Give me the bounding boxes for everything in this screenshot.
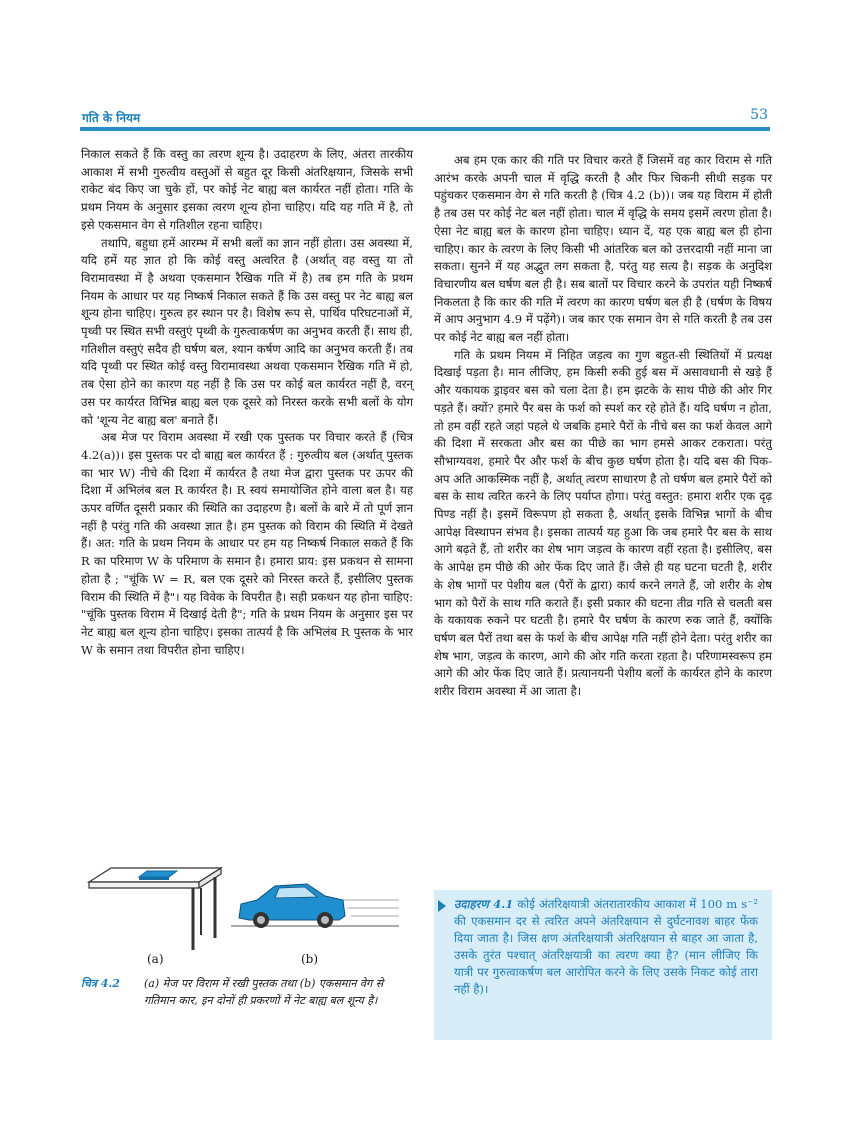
left-column xyxy=(81,146,413,659)
left-paragraph-1: निकाल सकते हैं कि वस्तु का त्वरण शून्य है। उदाहरण के लिए, अंतरा तारकीय आकाश में सभी गुरुत्वीय वस्तुओं से बहुत दूर किसी अंतरिक्षयान, जिसके सभी राकेट बंद किए जा चुके हों, पर कोई नेट बाह्य बल कार्यरत नहीं होता। गति के प्रथम नियम के अनुसार इसका त्वरण शून्य होना चाहिए। यदि यह गति में है, तो इसे एकसमान वेग से गतिशील रहना चाहिए। xyxy=(81,147,413,232)
chapter-title: गति के नियम xyxy=(82,111,141,125)
left-paragraph-2: तथापि, बहुधा हमें आरम्भ में सभी बलों का ज्ञान नहीं होता। उस अवस्था में, यदि हमें यह ज्ञात हो कि कोई वस्तु अत्वरित है (अर्थात् वह वस्तु या तो विरामावस्था में है अथवा एकसमान रैखिक गति में है) तब हम गति के प्रथम नियम के आधार पर यह निष्कर्ष निकाल सकते हैं कि उस वस्तु पर नेट बाह्य बल शून्य होना चाहिए। गुरुत्व हर स्थान पर है। विशेष रूप से, पार्थिव परिघटनाओं में, पृथ्वी पर स्थित सभी वस्तुएं पृथ्वी के गुरुत्वाकर्षण का अनुभव करती हैं। साथ ही, गतिशील वस्तुएं सदैव ही घर्षण बल, श्यान कर्षण आदि का अनुभव करती हैं। तब यदि पृथ्वी पर स्थित कोई वस्तु विरामावस्था अथवा एकसमान रैखिक गति में हो, तब ऐसा होने का कारण यह नहीं है कि उस पर कोई बल कार्यरत नहीं है, वरन् उस पर कार्यरत विभिन्न बाह्य बल एक दूसरे को निरस्त करके सभी बलों के योग को 'शून्य नेट बाह्य बल' बनाते हैं। xyxy=(81,235,413,427)
example-box xyxy=(434,890,772,1040)
right-paragraph-1: अब हम एक कार की गति पर विचार करते हैं जिसमें वह कार विराम से गति आरंभ करके अपनी चाल में वृद्धि करती है और फिर चिकनी सीधी सड़क पर पहुंचकर एकसमान वेग से गति करती है (चित्र 4.2 (b))। जब यह विराम में होती है तब उस पर कोई नेट बल नहीं होता। चाल में वृद्धि के समय इसमें त्वरण होता है। ऐसा नेट बाह्य बल के कारण होना चाहिए। ध्यान दें, यह एक बाह्य बल ही होना चाहिए। कार के त्वरण के लिए किसी भी आंतरिक बल को उत्तरदायी नहीं माना जा सकता। सुनने में यह अद्भुत लग सकता है, परंतु यह सत्य है। सड़क के अनुदिश विचारणीय बल घर्षण बल ही है। सब बातों पर विचार करने के उपरांत यही निष्कर्ष निकलता है कि कार की गति में त्वरण का कारण घर्षण बल ही है (घर्षण के विषय में आप अनुभाग 4.9 में पढ़ेंगे)। जब कार एक समान वेग से गति करती है तब उस पर कोई नेट बाह्य बल नहीं होता। xyxy=(434,153,772,345)
figure-caption-text: (a) मेज पर विराम में रखी पुस्तक तथा (b) एकसमान वेग से गतिमान कार, इन दोनों ही प्रकरणों में नेट बाह्य बल शून्य है। xyxy=(144,977,384,1007)
page-number: 53 xyxy=(750,107,768,123)
table-with-book-illustration xyxy=(89,868,221,950)
right-column xyxy=(434,152,772,701)
left-paragraph-3: अब मेज पर विराम अवस्था में रखी एक पुस्तक पर विचार करते हैं (चित्र 4.2(a))। इस पुस्तक पर दो बाह्य बल कार्यरत हैं : गुरुत्वीय बल (अर्थात् पुस्तक का भार W) नीचे की दिशा में कार्यरत है तथा मेज द्वारा पुस्तक पर ऊपर की दिशा में अभिलंब बल R कार्यरत है। R स्वयं समायोजित होने वाला बल है। यह ऊपर वर्णित दूसरी प्रकार की स्थिति का उदाहरण है। बलों के बारे में तो पूर्ण ज्ञान नहीं है परंतु गति की अवस्था ज्ञात है। हम पुस्तक को विराम की स्थिति में देखते हैं। अत: गति के प्रथम नियम के आधार पर हम यह निष्कर्ष निकाल सकते हैं कि R का परिमाण W के परिमाण के समान है। हमारा प्राय: इस प्रकथन से सामना होता है ; "चूंकि W = R, बल एक दूसरे को निरस्त करते हैं, इसीलिए पुस्तक विराम की स्थिति में है"। यह विवेक के विपरीत है। सही प्रकथन यह होना चाहिए: "चूंकि पुस्तक विराम में दिखाई देती है"; गति के प्रथम नियम के अनुसार इस पर नेट बाह्य बल शून्य होना चाहिए। इसका तात्पर्य है कि अभिलंब R पुस्तक के भार W के समान तथा विपरीत होना चाहिए। xyxy=(81,430,413,657)
figure-label-b: (b) xyxy=(301,952,319,966)
example-text: कोई अंतरिक्षयात्री अंतरातारकीय आकाश में 100 m s⁻² की एकसमान दर से त्वरित अपने अंतरिक्षयान से दुर्घटनावश बाहर फेंक दिया जाता है। जिस क्षण अंतरिक्षयात्री अंतरिक्षयान से बाहर आ जाता है, उसके तुरंत पश्चात् अंतरिक्षयात्री का त्वरण क्या है? (मान लीजिए कि यात्री पर गुरुत्वाकर्षण बल आरोपित करने के लिए उसके निकट कोई तारा नहीं है)। xyxy=(454,897,758,996)
figure-caption xyxy=(81,975,416,1009)
figure-caption-label: चित्र 4.2 xyxy=(81,977,120,990)
figure-illustration xyxy=(81,860,411,960)
right-paragraph-2: गति के प्रथम नियम में निहित जड़त्व का गुण बहुत-सी स्थितियों में प्रत्यक्ष दिखाई पड़ता है। मान लीजिए, हम किसी रुकी हुई बस में असावधानी से खड़े हैं और यकायक ड्राइवर बस को चला देता है। हम झटके के साथ पीछे की ओर गिर पड़ते हैं। क्यों? हमारे पैर बस के फर्श को स्पर्श कर रहे होते हैं। यदि घर्षण न होता, तो हम वहीं रहते जहां पहले थे जबकि हमारे पैरों के नीचे बस का फर्श केवल आगे की दिशा में सरकता और बस का पीछे का भाग हमसे आकर टकराता। परंतु सौभाग्यवश, हमारे पैर और फर्श के बीच कुछ घर्षण होता है। यदि बस की पिक-अप अति आकस्मिक नहीं है, अर्थात् त्वरण साधारण है तो घर्षण बल हमारे पैरों को बस के साथ त्वरित करने के लिए पर्याप्त होगा। परंतु वस्तुत: हमारा शरीर एक दृढ़ पिण्ड नहीं है। इसमें विरूपण हो सकता है, अर्थात् इसके विभिन्न भागों के बीच आपेक्ष विस्थापन संभव है। इसका तात्पर्य यह हुआ कि जब हमारे पैर बस के साथ आगे बढ़ते हैं, तो शरीर का शेष भाग जड़त्व के कारण वहीं रहता है। इसीलिए, बस के आपेक्ष हम पीछे की ओर फेंक दिए जाते हैं। जैसे ही यह घटना घटती है, शरीर के शेष भागों पर पेशीय बल (पैरों के द्वारा) कार्य करने लगते हैं, जो शरीर के शेष भाग को पैरों के साथ गति कराते हैं। इसी प्रकार की घटना तीव्र गति से चलती बस के यकायक रुकने पर घटती है। हमारे पैर घर्षण के कारण रुक जाते हैं, क्योंकि घर्षण बल पैरों तथा बस के फर्श के बीच आपेक्ष गति नहीं होने देता। परंतु शरीर का शेष भाग, जड़त्व के कारण, आगे की ओर गति करता रहता है। परिणामस्वरूप हम आगे की ओर फेंक दिए जाते हैं। प्रत्यानयनी पेशीय बलों के कार्यरत होने के कारण शरीर विराम अवस्था में आ जाता है। xyxy=(434,347,772,699)
figure-4-2 xyxy=(81,860,411,980)
moving-car-illustration xyxy=(231,884,399,928)
example-arrow-icon xyxy=(438,900,446,912)
figure-label-a: (a) xyxy=(147,952,164,966)
page-header xyxy=(80,105,770,131)
example-label: उदाहरण 4.1 xyxy=(454,897,514,911)
header-rule xyxy=(80,127,770,131)
